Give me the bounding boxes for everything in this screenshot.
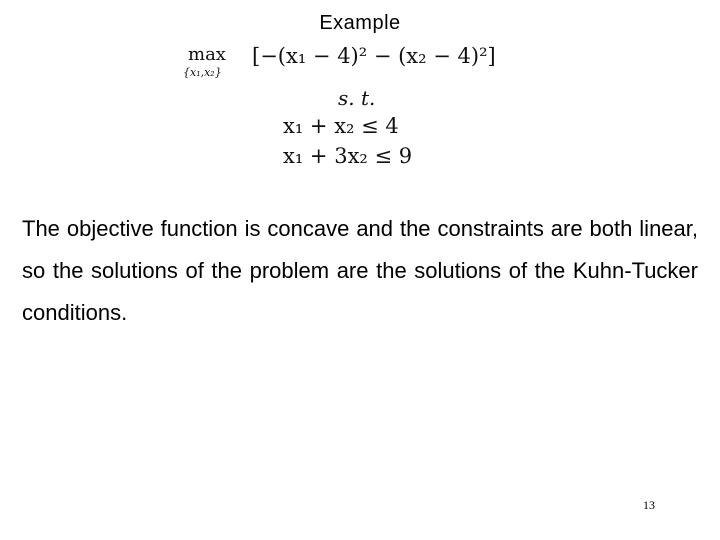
page-number: 13 — [643, 498, 655, 512]
objective-function: [−(x₁ − 4)² − (x₂ − 4)²] — [252, 44, 496, 68]
subject-to-label: s. t. — [338, 86, 376, 110]
max-subscript: {x₁,x₂} — [183, 66, 222, 79]
constraint-2: x₁ + 3x₂ ≤ 9 — [283, 144, 413, 168]
constraint-1: x₁ + x₂ ≤ 4 — [283, 114, 399, 138]
slide-title: Example — [319, 12, 401, 34]
max-operator: max — [188, 44, 226, 65]
body-paragraph: The objective function is concave and the constraints are both linear, so the solutions of the problem are the solutions of the Kuhn-Tucker conditions. — [22, 216, 698, 325]
